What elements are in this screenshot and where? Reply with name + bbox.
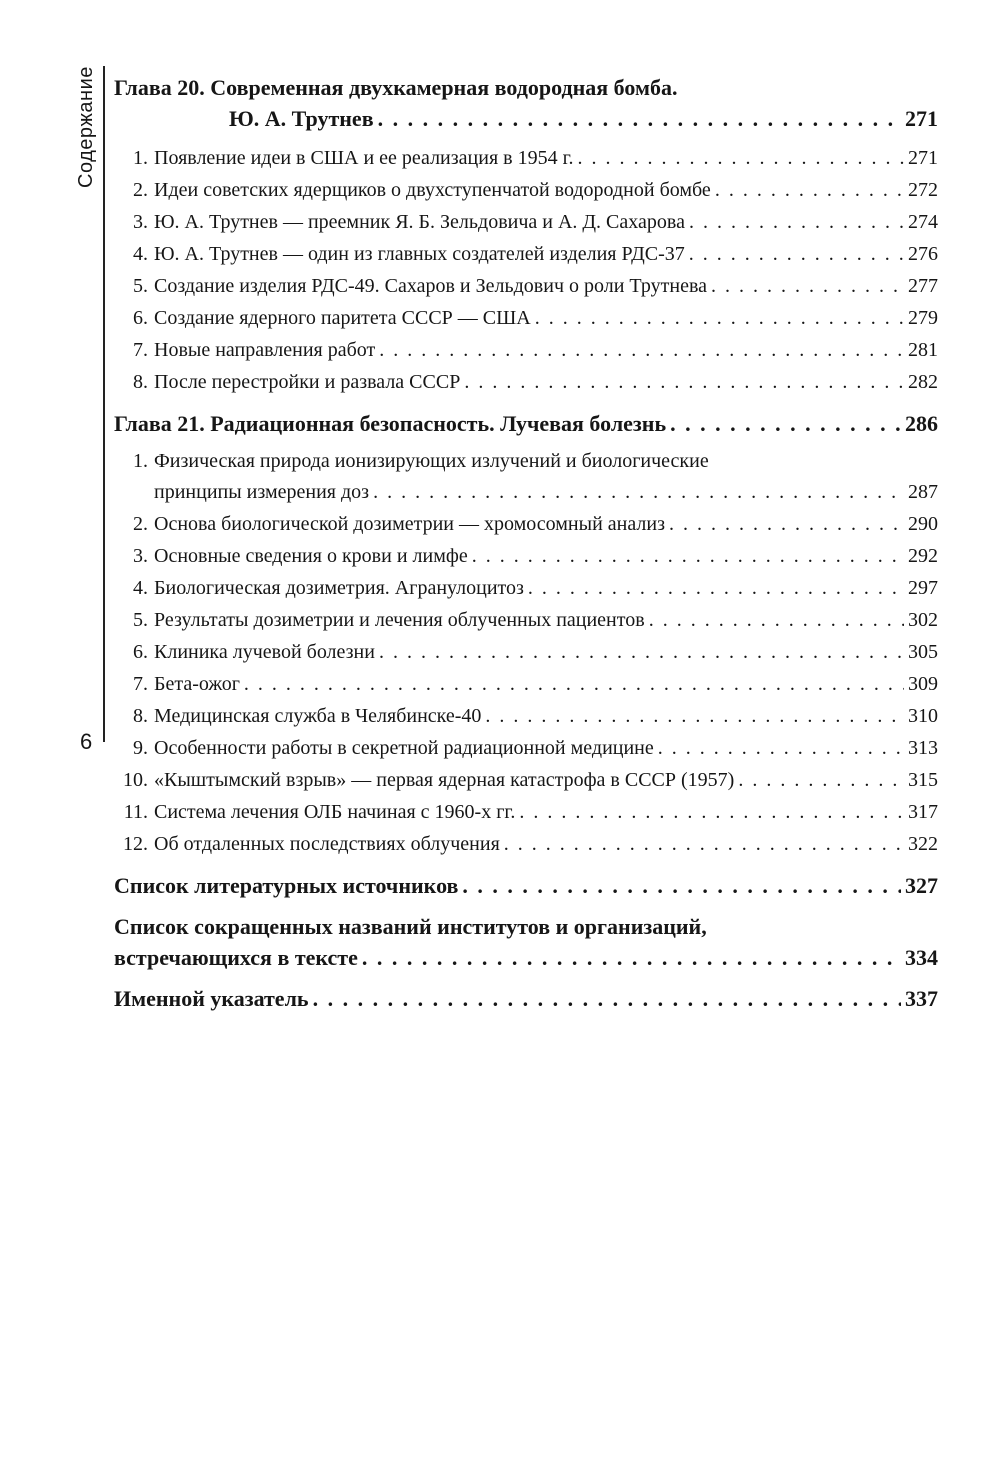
entry-page: 271 (908, 147, 938, 169)
toc-entry[interactable] (114, 604, 938, 636)
running-title: Содержание (75, 66, 97, 188)
bibliography-title: Список литературных источников (114, 873, 459, 898)
entry-number: 11. (123, 801, 148, 823)
entry-page: 279 (908, 307, 938, 329)
entry-title: Бета-ожог (154, 673, 240, 695)
entry-title: Основа биологической дозиметрии — хромосомный анализ (154, 513, 665, 535)
entry-page: 297 (908, 577, 938, 599)
entry-page: 315 (908, 769, 938, 791)
dot-leader (244, 668, 904, 700)
entry-page: 292 (908, 545, 938, 567)
toc-entry[interactable] (114, 366, 938, 398)
toc-entry[interactable] (114, 174, 938, 206)
dot-leader (379, 334, 904, 366)
chapter-20-title-line2: Ю. А. Трутнев (229, 106, 374, 131)
chapter-21-title: Глава 21. Радиационная безопасность. Лучевая болезнь (114, 411, 667, 436)
dot-leader (689, 238, 904, 270)
entry-title: После перестройки и развала СССР (154, 371, 461, 393)
name-index-entry[interactable] (114, 983, 938, 1014)
entry-number: 3. (133, 545, 148, 567)
dot-leader (472, 540, 904, 572)
entry-page: 277 (908, 275, 938, 297)
toc-entry[interactable] (114, 796, 938, 828)
dot-leader (519, 796, 904, 828)
entry-title: Создание ядерного паритета СССР — США (154, 307, 531, 329)
entry-number: 6. (133, 307, 148, 329)
chapter-21-page: 286 (905, 411, 938, 436)
dot-leader (658, 732, 904, 764)
entry-page: 282 (908, 371, 938, 393)
entry-title: Медицинская служба в Челябинске-40 (154, 705, 482, 727)
entry-title: Клиника лучевой болезни (154, 641, 375, 663)
entry-number: 12. (123, 833, 148, 855)
entry-title: Ю. А. Трутнев — преемник Я. Б. Зельдовича и А. Д. Сахарова (154, 211, 685, 233)
entry-number: 3. (133, 211, 148, 233)
entry-number: 6. (133, 641, 148, 663)
dot-leader (528, 572, 904, 604)
entry-page: 305 (908, 641, 938, 663)
dot-leader (462, 870, 901, 901)
toc-entry[interactable] (114, 206, 938, 238)
dot-leader (373, 476, 904, 508)
dot-leader (670, 408, 901, 439)
dot-leader (711, 270, 904, 302)
entry-page: 290 (908, 513, 938, 535)
chapter-20-title-line1[interactable]: Глава 20. Современная двухкамерная водородная бомба. (114, 75, 678, 100)
entry-number: 9. (133, 737, 148, 759)
bibliography-entry[interactable] (114, 870, 938, 901)
abbreviations-entry[interactable] (114, 942, 938, 973)
entry-number: 7. (133, 673, 148, 695)
toc-entry[interactable] (114, 764, 938, 796)
entry-title: Создание изделия РДС-49. Сахаров и Зельдович о роли Трутнева (154, 275, 707, 297)
entry-title: Новые направления работ (154, 339, 376, 361)
chapter-20-page: 271 (905, 106, 938, 131)
entry-title: Ю. А. Трутнев — один из главных создателей изделия РДС-37 (154, 243, 685, 265)
abbreviations-title-line2: встречающихся в тексте (114, 945, 358, 970)
entry-page: 317 (908, 801, 938, 823)
chapter-21-entry[interactable] (114, 408, 938, 439)
abbreviations-title-line1[interactable]: Список сокращенных названий институтов и организаций, (114, 914, 707, 939)
toc-entry[interactable] (114, 508, 938, 540)
entry-title: Результаты дозиметрии и лечения облученных пациентов (154, 609, 645, 631)
toc-entry[interactable] (114, 270, 938, 302)
chapter-21-sections (114, 447, 938, 860)
dot-leader (578, 142, 904, 174)
entry-title: «Кыштымский взрыв» — первая ядерная катастрофа в СССР (1957) (154, 769, 735, 791)
dot-leader (504, 828, 904, 860)
entry-number: 4. (133, 243, 148, 265)
chapter-20-sections (114, 142, 938, 398)
dot-leader (313, 983, 901, 1014)
dot-leader (669, 508, 904, 540)
dot-leader (715, 174, 904, 206)
toc-entry[interactable] (114, 142, 938, 174)
dot-leader (362, 942, 901, 973)
entry-title: Идеи советских ядерщиков о двухступенчатой водородной бомбе (154, 179, 711, 201)
toc-entry[interactable] (114, 732, 938, 764)
toc-entry[interactable] (114, 636, 938, 668)
entry-page: 276 (908, 243, 938, 265)
entry-title: Система лечения ОЛБ начиная с 1960-х гг. (154, 801, 516, 823)
toc-entry[interactable] (114, 572, 938, 604)
entry-title: Появление идеи в США и ее реализация в 1954 г. (154, 147, 574, 169)
toc-entry[interactable] (114, 700, 938, 732)
side-rule (103, 66, 105, 742)
dot-leader (738, 764, 904, 796)
entry-number: 10. (123, 769, 148, 791)
bibliography-page: 327 (905, 873, 938, 898)
entry-page: 274 (908, 211, 938, 233)
entry-title-line2: принципы измерения доз (154, 481, 370, 503)
entry-page: 309 (908, 673, 938, 695)
chapter-20-entry[interactable] (114, 103, 938, 134)
entry-title-line1: Физическая природа ионизирующих излучений и биологические (154, 450, 709, 472)
toc-entry[interactable] (114, 828, 938, 860)
page-number: 6 (80, 729, 93, 754)
dot-leader (464, 366, 904, 398)
entry-number: 4. (133, 577, 148, 599)
dot-leader (378, 103, 901, 134)
abbreviations-page: 334 (905, 945, 938, 970)
toc-entry[interactable] (114, 540, 938, 572)
entry-title: Биологическая дозиметрия. Агранулоцитоз (154, 577, 524, 599)
toc-entry-multiline[interactable] (114, 447, 938, 476)
dot-leader (379, 636, 904, 668)
entry-number: 1. (133, 450, 148, 472)
dot-leader (689, 206, 904, 238)
entry-number: 8. (133, 705, 148, 727)
entry-number: 5. (133, 275, 148, 297)
entry-title: Особенности работы в секретной радиационной медицине (154, 737, 654, 759)
toc-entry[interactable] (114, 334, 938, 366)
entry-page: 272 (908, 179, 938, 201)
entry-page: 287 (908, 481, 938, 503)
dot-leader (485, 700, 904, 732)
toc-entry[interactable] (114, 238, 938, 270)
table-of-contents (114, 72, 938, 1014)
toc-entry[interactable] (114, 668, 938, 700)
entry-number: 1. (133, 147, 148, 169)
entry-number: 2. (133, 179, 148, 201)
entry-title: Об отдаленных последствиях облучения (154, 833, 500, 855)
toc-entry[interactable] (114, 302, 938, 334)
entry-number: 2. (133, 513, 148, 535)
name-index-page: 337 (905, 986, 938, 1011)
entry-title: Основные сведения о крови и лимфе (154, 545, 468, 567)
entry-number: 7. (133, 339, 148, 361)
entry-page: 302 (908, 609, 938, 631)
entry-page: 322 (908, 833, 938, 855)
entry-number: 8. (133, 371, 148, 393)
entry-page: 281 (908, 339, 938, 361)
entry-number: 5. (133, 609, 148, 631)
dot-leader (535, 302, 904, 334)
name-index-title: Именной указатель (114, 986, 309, 1011)
toc-entry-continuation[interactable] (114, 476, 938, 508)
entry-page: 310 (908, 705, 938, 727)
dot-leader (649, 604, 904, 636)
entry-page: 313 (908, 737, 938, 759)
